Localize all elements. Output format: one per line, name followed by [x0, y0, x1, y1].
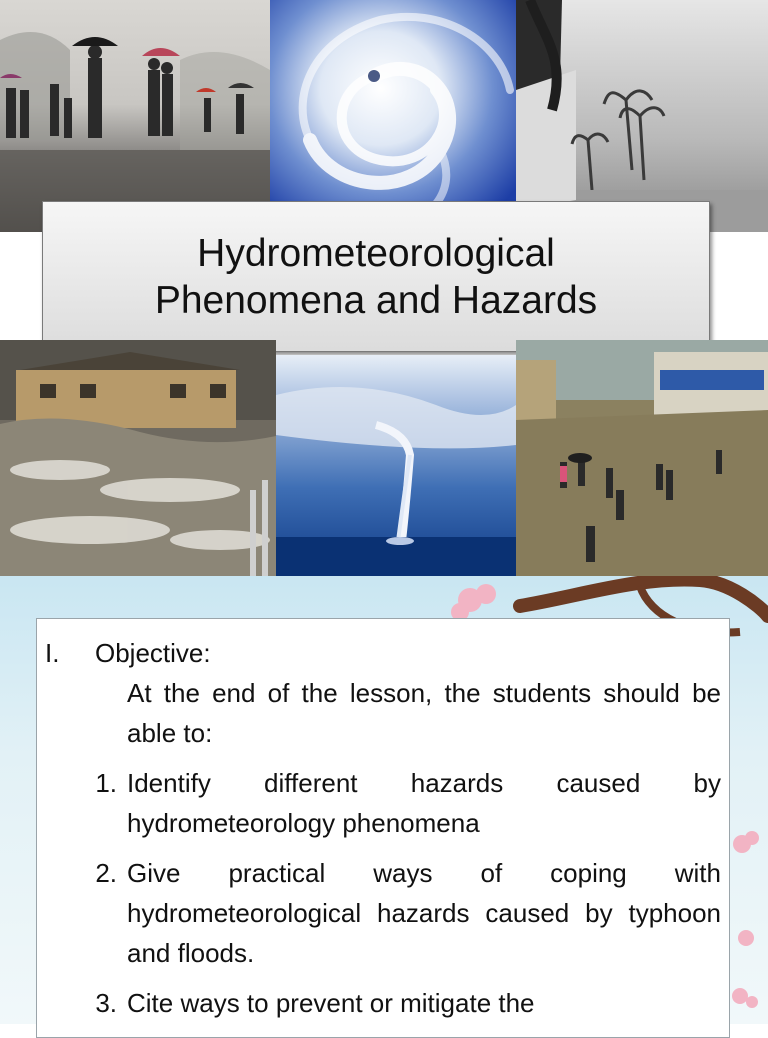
list-item-text: Cite ways to prevent or mitigate the: [127, 988, 535, 1018]
list-item-text: Identify different hazards caused by hydrometeorology phenomena: [127, 768, 721, 838]
list-item: [45, 763, 721, 843]
title-box: [42, 201, 710, 352]
list-item: [45, 853, 721, 973]
title-line-2: Phenomena and Hazards: [154, 278, 598, 322]
list-item-text: Give practical ways of coping with hydrometeorological hazards caused by typhoon and floods.: [127, 858, 721, 968]
flooded-street-photo: [516, 340, 768, 576]
list-item: [45, 983, 721, 1023]
list-item-number: 2.: [95, 858, 117, 888]
objective-content-box: [36, 618, 730, 1038]
cyclone-satellite-photo: [270, 0, 516, 232]
list-item-number: 3.: [95, 988, 117, 1018]
list-item-number: 1.: [95, 768, 117, 798]
rain-street-photo: [0, 0, 270, 232]
objective-intro: [45, 673, 721, 753]
objective-heading-text: Objective:: [95, 638, 211, 668]
flooded-house-photo: [0, 340, 276, 576]
section-numeral: I.: [45, 638, 60, 668]
title-line-1: Hydrometeorological: [197, 231, 555, 275]
objective-intro-text: At the end of the lesson, the students should be able to:: [127, 678, 721, 748]
waterspout-tornado-photo: [276, 355, 516, 576]
storm-palm-trees-photo: [516, 0, 768, 232]
objective-heading: [45, 633, 721, 673]
